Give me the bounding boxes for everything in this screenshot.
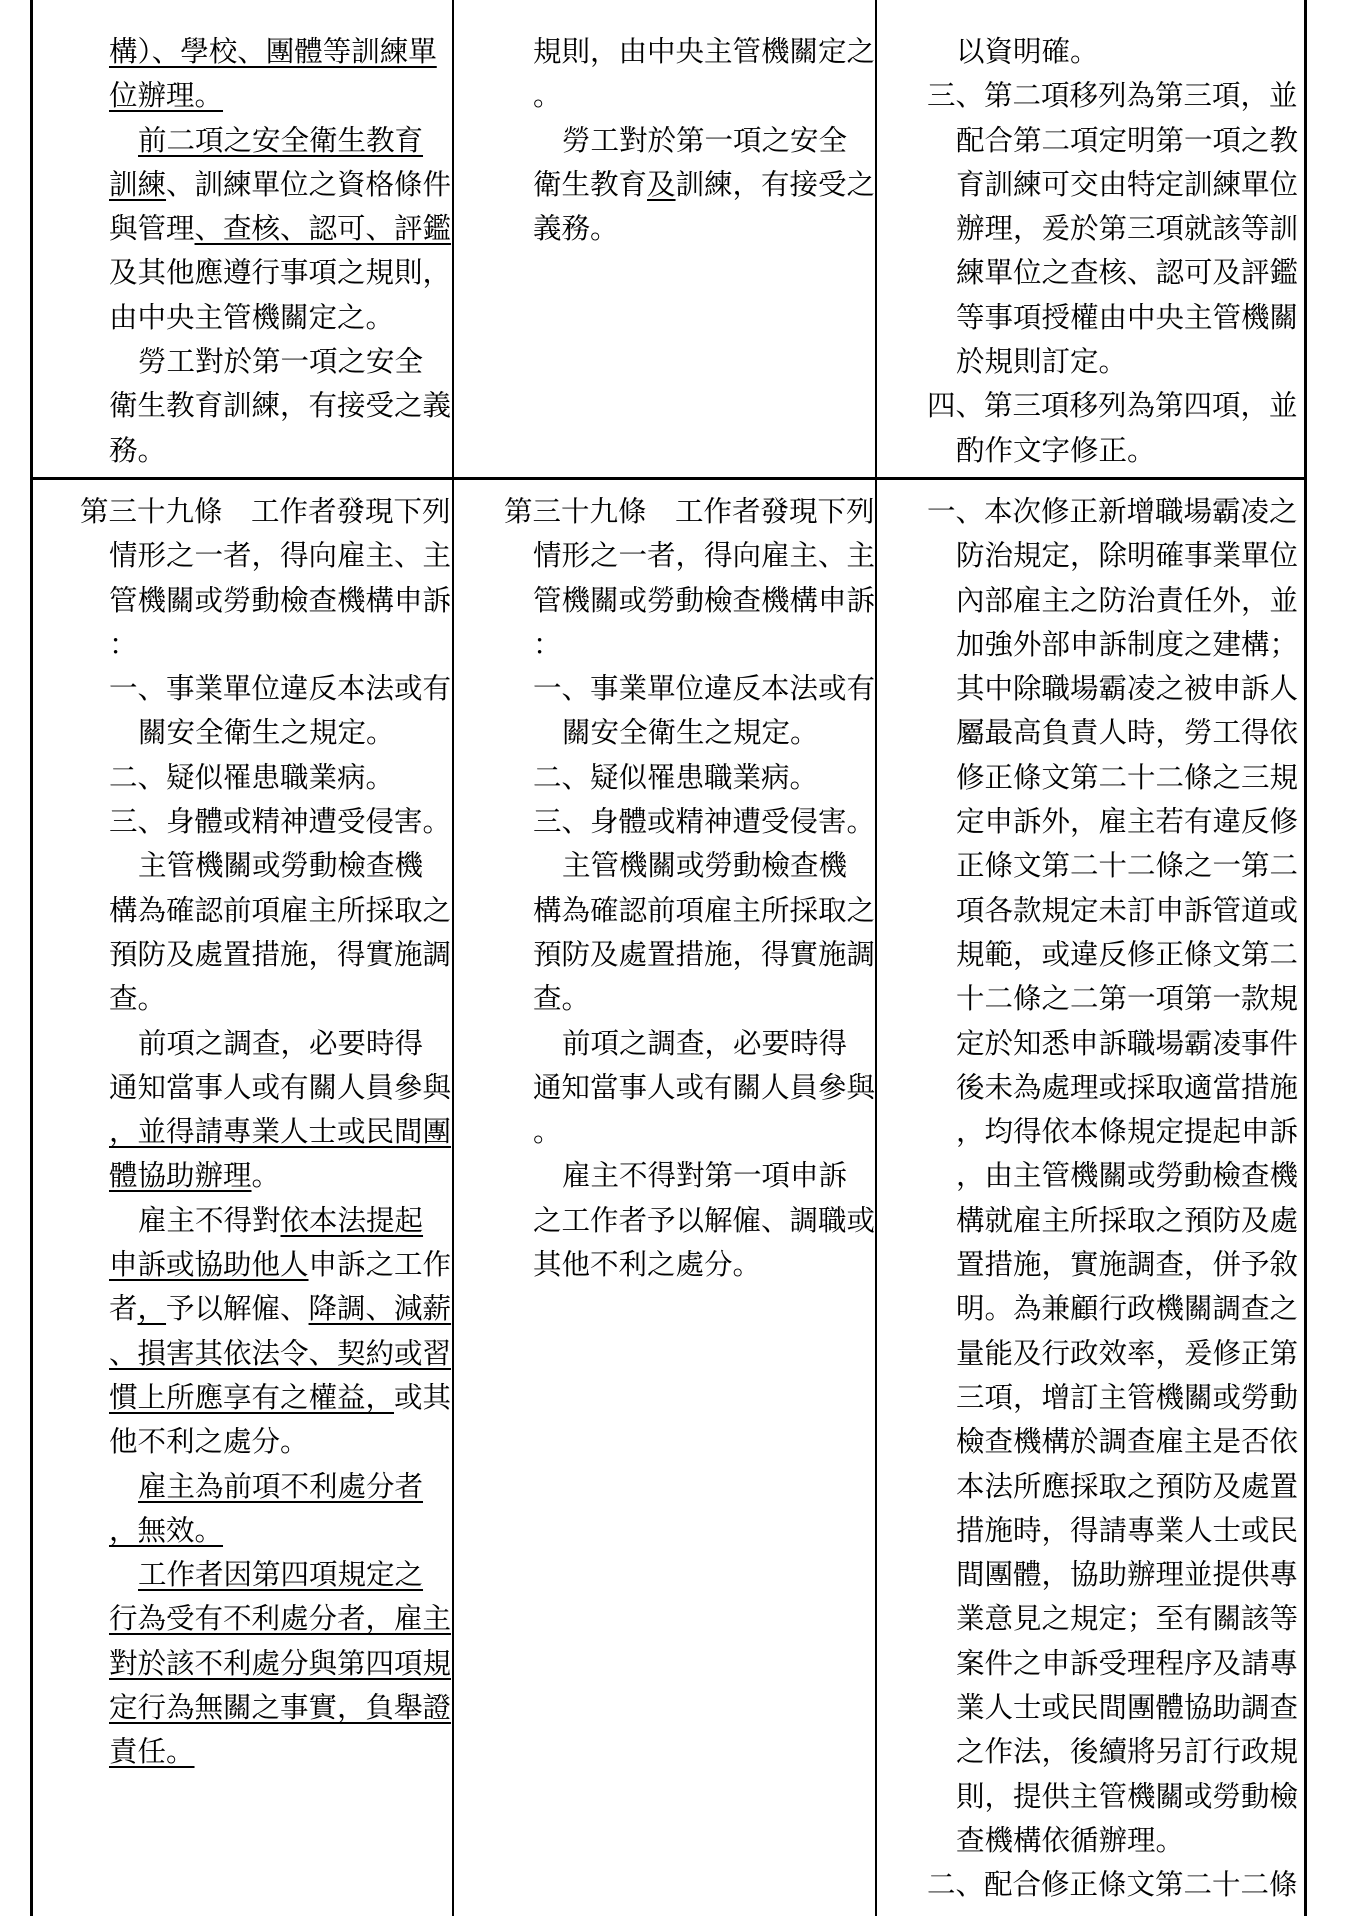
text-line xyxy=(504,490,894,534)
table-left-border xyxy=(30,0,33,1916)
text-line xyxy=(927,163,1317,207)
text-segment: 屬最高負責人時，勞工得依 xyxy=(956,716,1299,750)
text-line xyxy=(504,74,894,118)
row2-explanation-cell xyxy=(927,490,1317,1916)
text-line xyxy=(927,623,1317,667)
text-line xyxy=(80,296,470,340)
text-line xyxy=(80,490,470,534)
text-line xyxy=(80,1066,470,1110)
text-segment: 預防及處置措施，得實施調 xyxy=(533,937,876,971)
amended-text-segment: ，並得請專業人士或民間團 xyxy=(109,1115,452,1149)
text-segment: 前項之調查，必要時得 xyxy=(562,1026,848,1060)
text-segment: 第三十九條 工作者發現下列 xyxy=(504,495,875,528)
text-segment: 。 xyxy=(533,1115,562,1149)
text-segment: 酌作文字修正。 xyxy=(956,433,1156,467)
text-segment: 檢查機構於調查雇主是否依 xyxy=(956,1425,1299,1459)
text-segment: 通知當事人或有關人員參與 xyxy=(533,1070,876,1104)
text-line xyxy=(80,534,470,578)
text-segment: ，由主管機關或勞動檢查機 xyxy=(956,1159,1299,1193)
text-segment: 構為確認前項雇主所採取之 xyxy=(533,893,876,927)
text-segment: 情形之一者，得向雇主、主 xyxy=(109,539,452,573)
text-segment: 預防及處置措施，得實施調 xyxy=(109,937,452,971)
text-line xyxy=(80,340,470,384)
text-line xyxy=(80,1110,470,1154)
text-line xyxy=(504,1199,894,1243)
text-line xyxy=(927,1597,1317,1641)
text-segment: 等事項授權由中央主管機關 xyxy=(956,300,1299,334)
text-segment: 勞工對於第一項之安全 xyxy=(138,345,424,379)
text-line xyxy=(927,1199,1317,1243)
text-line xyxy=(504,1022,894,1066)
row1-current-text-cell xyxy=(504,30,894,470)
text-segment: 一、事業單位違反本法或有 xyxy=(109,672,452,706)
text-line xyxy=(80,623,470,667)
text-line xyxy=(927,667,1317,711)
text-line xyxy=(927,1819,1317,1863)
text-segment: 。 xyxy=(251,1159,281,1193)
text-segment: ： xyxy=(533,627,562,661)
text-line xyxy=(80,1465,470,1509)
text-line xyxy=(80,384,470,428)
text-line xyxy=(80,977,470,1021)
text-segment: 通知當事人或有關人員參與 xyxy=(109,1070,452,1104)
text-segment: 定於知悉申訴職場霸凌事件 xyxy=(956,1026,1299,1060)
text-line xyxy=(927,1686,1317,1730)
text-line xyxy=(927,579,1317,623)
text-segment: 練單位之查核、認可及評鑑 xyxy=(956,256,1299,290)
text-line xyxy=(504,163,894,207)
text-line xyxy=(80,800,470,844)
text-line xyxy=(80,163,470,207)
text-segment: 三、身體或精神遭受侵害。 xyxy=(109,805,452,839)
text-segment: 定申訴外，雇主若有違反修 xyxy=(956,805,1299,839)
text-segment: 正條文第二十二條之一第二 xyxy=(956,849,1299,883)
text-line xyxy=(504,711,894,755)
text-line xyxy=(927,800,1317,844)
text-segment: 。 xyxy=(533,79,562,113)
row2-current-text-cell xyxy=(504,490,894,1916)
text-segment: 予以解僱、 xyxy=(166,1292,309,1326)
text-line xyxy=(927,1863,1317,1907)
text-line xyxy=(80,667,470,711)
text-segment: 、訓練單位之資格條件 xyxy=(166,167,452,201)
text-segment: 構為確認前項雇主所採取之 xyxy=(109,893,452,927)
amended-text-segment: 體協助辦理 xyxy=(109,1159,252,1193)
text-segment: 由中央主管機關定之。 xyxy=(109,300,395,334)
amended-text-segment: 前二項之安全衛生教育 xyxy=(138,123,424,157)
text-segment: 之工作者予以解僱、調職或 xyxy=(533,1203,876,1237)
text-line xyxy=(80,1199,470,1243)
text-line xyxy=(80,1553,470,1597)
text-line xyxy=(927,119,1317,163)
text-segment: 業人士或民間團體協助調查 xyxy=(956,1691,1299,1725)
text-line xyxy=(80,1597,470,1641)
amended-text-segment: 降調、減薪 xyxy=(308,1292,452,1326)
text-line xyxy=(927,1243,1317,1287)
text-segment: 內部雇主之防治責任外，並 xyxy=(956,583,1299,617)
text-segment: 間團體，協助辦理並提供專 xyxy=(956,1558,1299,1592)
text-line xyxy=(80,74,470,118)
text-line xyxy=(504,756,894,800)
text-line xyxy=(927,429,1317,473)
text-segment: 後未為處理或採取適當措施 xyxy=(956,1070,1299,1104)
text-line xyxy=(504,1066,894,1110)
text-line xyxy=(927,1642,1317,1686)
text-line xyxy=(80,1287,470,1331)
comparison-table xyxy=(30,0,1307,1916)
amended-text-segment: 行為受有不利處分者，雇主 xyxy=(109,1602,452,1636)
amended-text-segment: 慣上所應享有之權益， xyxy=(109,1380,395,1414)
text-segment: 防治規定，除明確事業單位 xyxy=(956,539,1299,573)
text-line xyxy=(80,1730,470,1774)
text-line xyxy=(80,429,470,473)
text-line xyxy=(80,579,470,623)
text-line xyxy=(80,119,470,163)
text-line xyxy=(927,1465,1317,1509)
text-segment: 查。 xyxy=(109,982,167,1016)
text-segment: 三項，增訂主管機關或勞動 xyxy=(956,1380,1299,1414)
text-segment: 查機構依循辦理。 xyxy=(956,1823,1185,1857)
text-line xyxy=(504,667,894,711)
text-segment: 管機關或勞動檢查機構申訴 xyxy=(109,583,452,617)
text-line xyxy=(927,1420,1317,1464)
text-segment: 務。 xyxy=(109,433,167,467)
text-segment: 之作法，後續將另訂行政規 xyxy=(956,1735,1299,1769)
text-segment: 本法所應採取之預防及處置 xyxy=(956,1469,1299,1503)
text-segment: 加強外部申訴制度之建構； xyxy=(956,627,1299,661)
text-line xyxy=(504,1243,894,1287)
amended-text-segment: 申訴或協助他人 xyxy=(109,1248,309,1282)
amended-text-segment: 訓練 xyxy=(109,167,167,201)
text-segment: 管機關或勞動檢查機構申訴 xyxy=(533,583,876,617)
text-line xyxy=(80,1642,470,1686)
text-line xyxy=(80,207,470,251)
text-segment: 情形之一者，得向雇主、主 xyxy=(533,539,876,573)
text-line xyxy=(927,384,1317,428)
text-line xyxy=(80,1686,470,1730)
row1-amended-text-cell xyxy=(80,30,470,470)
text-segment: 業意見之規定；至有關該等 xyxy=(956,1602,1299,1636)
text-line xyxy=(80,844,470,888)
amended-text-segment: ，無效。 xyxy=(109,1513,224,1547)
text-segment: 衛生教育訓練，有接受之義 xyxy=(109,389,452,423)
text-line xyxy=(927,756,1317,800)
text-line xyxy=(80,1509,470,1553)
text-segment: 查。 xyxy=(533,982,591,1016)
text-line xyxy=(504,1110,894,1154)
text-line xyxy=(927,711,1317,755)
amended-text-segment: 及 xyxy=(647,167,676,201)
text-segment: 規範，或違反修正條文第二 xyxy=(956,937,1299,971)
text-line xyxy=(927,1022,1317,1066)
text-segment: 一、事業單位違反本法或有 xyxy=(533,672,876,706)
text-line xyxy=(504,119,894,163)
row2-amended-text-cell xyxy=(80,490,470,1916)
text-segment: 勞工對於第一項之安全 xyxy=(562,123,848,157)
row1-explanation-cell xyxy=(927,30,1317,470)
text-segment: 及其他應遵行事項之規則， xyxy=(109,256,452,290)
text-line xyxy=(504,800,894,844)
text-segment: 十二條之二第一項第一款規 xyxy=(956,982,1299,1016)
text-line xyxy=(927,1509,1317,1553)
text-line xyxy=(927,977,1317,1021)
text-segment: 以資明確。 xyxy=(956,35,1099,68)
text-segment: 關安全衛生之規定。 xyxy=(138,716,395,750)
text-segment: 案件之申訴受理程序及請專 xyxy=(956,1646,1299,1680)
amended-text-segment: 、查核、認可、評鑑 xyxy=(194,212,452,246)
text-segment: 他不利之處分。 xyxy=(109,1425,309,1459)
text-segment: 前項之調查，必要時得 xyxy=(138,1026,424,1060)
text-segment: 明。為兼顧行政機關調查之 xyxy=(956,1292,1299,1326)
text-line xyxy=(80,711,470,755)
text-line xyxy=(80,933,470,977)
text-segment: 置措施，實施調查，併予敘 xyxy=(956,1248,1299,1282)
text-segment: 者 xyxy=(109,1292,138,1326)
text-line xyxy=(927,1066,1317,1110)
text-line xyxy=(504,30,894,74)
text-segment: 第三十九條 工作者發現下列 xyxy=(80,495,451,528)
text-segment: 於規則訂定。 xyxy=(956,345,1128,379)
text-line xyxy=(504,534,894,578)
amended-text-segment: 定行為無關之事實，負舉證 xyxy=(109,1691,452,1725)
amended-text-segment: 、損害其依法令、契約或習 xyxy=(109,1336,452,1370)
text-segment: 項各款規定未訂申訴管道或 xyxy=(956,893,1299,927)
text-segment: 措施時，得請專業人士或民 xyxy=(956,1513,1299,1547)
text-line xyxy=(80,1376,470,1420)
text-line xyxy=(504,1154,894,1198)
text-line xyxy=(927,534,1317,578)
text-line xyxy=(927,1553,1317,1597)
text-segment: 雇主不得對第一項申訴 xyxy=(562,1159,848,1193)
text-line xyxy=(927,340,1317,384)
text-line xyxy=(504,933,894,977)
text-line xyxy=(504,579,894,623)
text-line xyxy=(927,207,1317,251)
text-line xyxy=(927,74,1317,118)
text-line xyxy=(80,1332,470,1376)
text-segment: 二、疑似罹患職業病。 xyxy=(533,760,819,794)
text-segment: 育訓練可交由特定訓練單位 xyxy=(956,167,1299,201)
text-segment: 三、身體或精神遭受侵害。 xyxy=(533,805,876,839)
text-line xyxy=(927,1775,1317,1819)
text-segment: 衛生教育 xyxy=(533,167,648,201)
text-line xyxy=(927,889,1317,933)
text-line xyxy=(80,1243,470,1287)
text-segment: 或其 xyxy=(394,1380,452,1414)
text-segment: ： xyxy=(109,627,138,661)
text-line xyxy=(80,251,470,295)
text-line xyxy=(504,207,894,251)
text-line xyxy=(927,1287,1317,1331)
text-segment: 訓練，有接受之 xyxy=(675,167,876,201)
text-line xyxy=(504,844,894,888)
text-segment: 主管機關或勞動檢查機 xyxy=(562,849,848,883)
text-line xyxy=(80,889,470,933)
text-line xyxy=(80,1022,470,1066)
text-segment: 其中除職場霸凌之被申訴人 xyxy=(956,672,1299,706)
text-line xyxy=(504,889,894,933)
text-segment: 量能及行政效率，爰修正第 xyxy=(956,1336,1299,1370)
amended-text-segment: 工作者因第四項規定之 xyxy=(138,1558,424,1592)
text-line xyxy=(927,1376,1317,1420)
amended-text-segment: 位辦理。 xyxy=(109,79,224,113)
text-line xyxy=(927,1110,1317,1154)
text-line xyxy=(504,623,894,667)
text-line xyxy=(927,1154,1317,1198)
text-line xyxy=(927,1730,1317,1774)
amended-text-segment: 雇主為前項不利處分者 xyxy=(138,1469,424,1503)
text-line xyxy=(80,756,470,800)
text-segment: 雇主不得對 xyxy=(138,1203,281,1237)
text-segment: ，均得依本條規定提起申訴 xyxy=(956,1115,1299,1149)
text-segment: 與管理 xyxy=(109,212,195,246)
text-line xyxy=(80,30,470,74)
row-divider xyxy=(30,477,1307,480)
text-segment: 配合第二項定明第一項之教 xyxy=(956,123,1299,157)
amended-text-segment: 對於該不利處分與第四項規 xyxy=(109,1646,452,1680)
text-line xyxy=(80,1154,470,1198)
text-line xyxy=(927,251,1317,295)
text-segment: 四、第三項移列為第四項，並 xyxy=(927,389,1298,423)
text-segment: 申訴之工作 xyxy=(308,1248,452,1282)
text-line xyxy=(927,30,1317,74)
text-segment: 其他不利之處分。 xyxy=(533,1248,762,1282)
text-segment: 構就雇主所採取之預防及處 xyxy=(956,1203,1299,1237)
amended-text-segment: 依本法提起 xyxy=(280,1203,424,1237)
text-segment: 修正條文第二十二條之三規 xyxy=(956,760,1299,794)
text-line xyxy=(80,1420,470,1464)
text-segment: 義務。 xyxy=(533,212,619,246)
text-line xyxy=(504,977,894,1021)
text-line xyxy=(927,1332,1317,1376)
text-line xyxy=(927,844,1317,888)
text-segment: 規則，由中央主管機關定之 xyxy=(533,35,876,68)
text-segment: 主管機關或勞動檢查機 xyxy=(138,849,424,883)
amended-text-segment: 構）、學校、團體等訓練單 xyxy=(109,35,437,68)
text-line xyxy=(927,933,1317,977)
text-line xyxy=(927,296,1317,340)
text-segment: 則，提供主管機關或勞動檢 xyxy=(956,1779,1299,1813)
amended-text-segment: 責任。 xyxy=(109,1735,195,1769)
text-segment: 辦理，爰於第三項就該等訓 xyxy=(956,212,1299,246)
text-line xyxy=(927,490,1317,534)
text-segment: 二、配合修正條文第二十二條 xyxy=(927,1868,1298,1902)
amended-text-segment: ， xyxy=(137,1292,167,1326)
text-segment: 二、疑似罹患職業病。 xyxy=(109,760,395,794)
text-segment: 關安全衛生之規定。 xyxy=(562,716,819,750)
text-segment: 三、第二項移列為第三項，並 xyxy=(927,79,1298,113)
text-segment: 一、本次修正新增職場霸凌之 xyxy=(927,495,1298,528)
